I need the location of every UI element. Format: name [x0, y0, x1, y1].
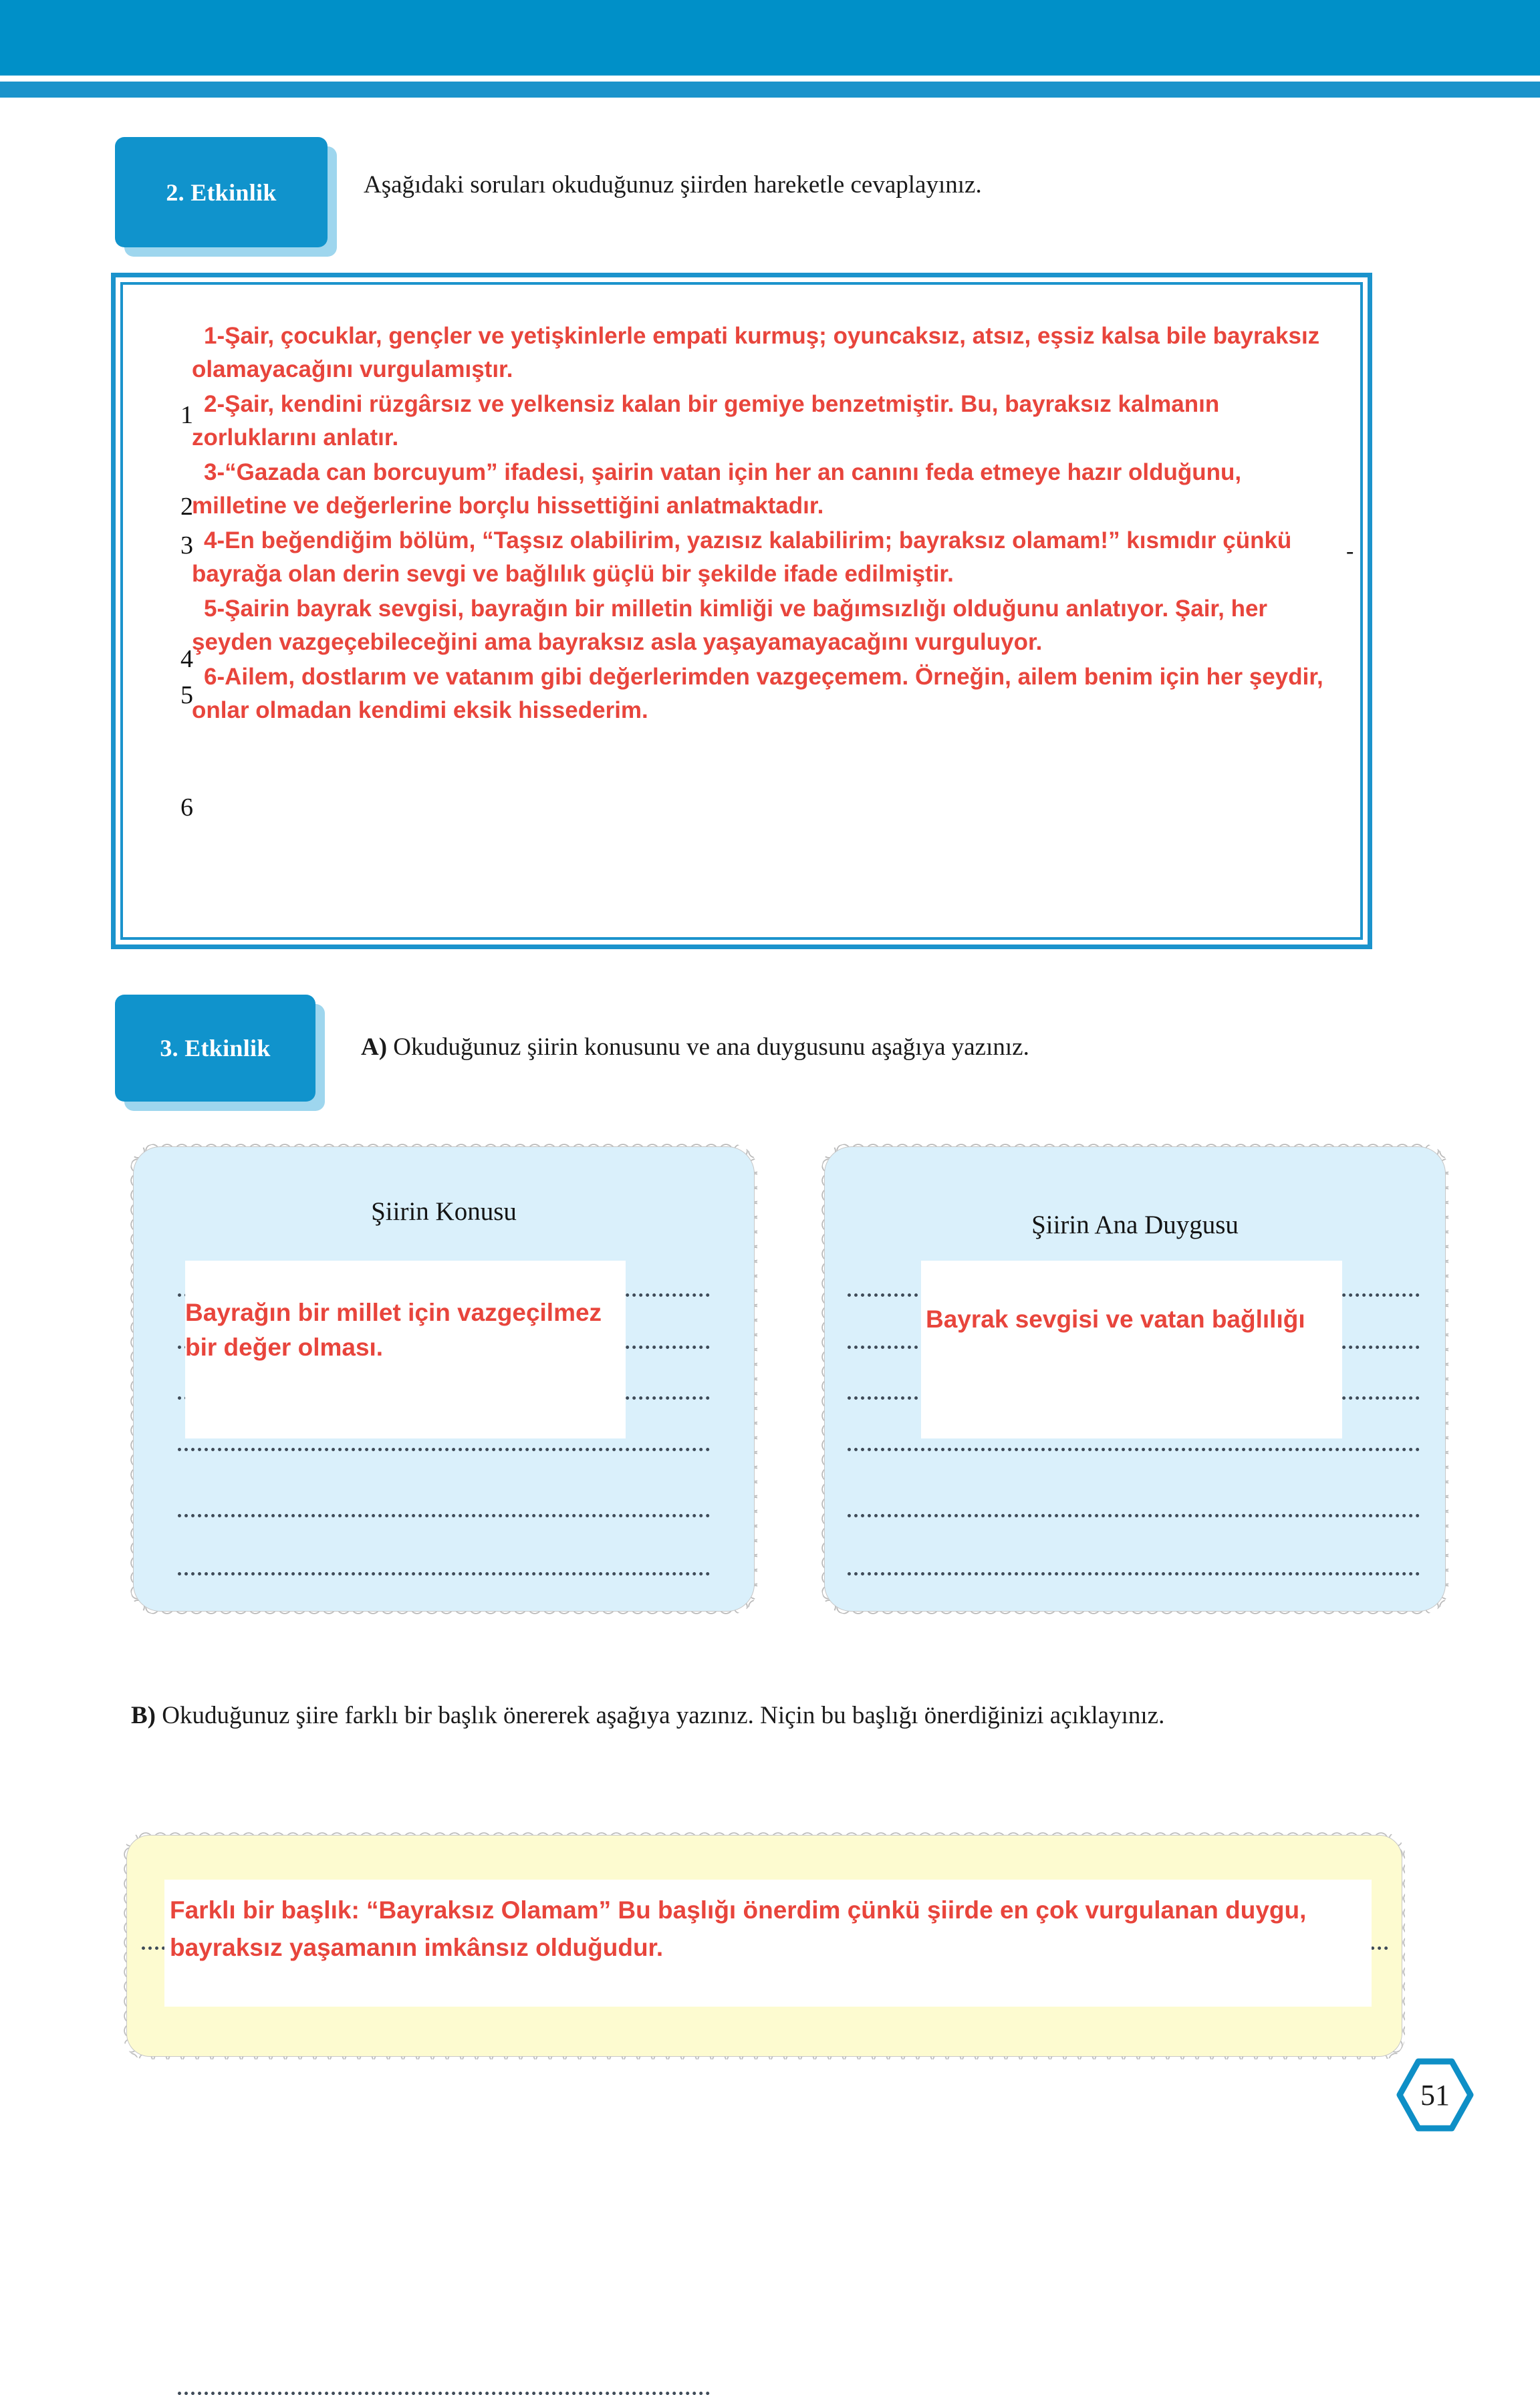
poem-emotion-answer: Bayrak sevgisi ve vatan bağlılığı: [926, 1305, 1305, 1333]
subject-rule-5: [178, 1514, 710, 1517]
activity-3-badge-label: 3. Etkinlik: [160, 1035, 271, 1061]
activity-2-prompt: Aşağıdaki soruları okuduğunuz şiirden hareketle cevaplayınız.: [364, 171, 982, 199]
top-header-rule: [0, 82, 1540, 98]
poem-subject-title: Şiirin Konusu: [371, 1197, 517, 1226]
part-a-text: Okuduğunuz şiirin konusunu ve ana duygusunu aşağıya yazınız.: [393, 1033, 1029, 1061]
answer-item-2: 2-Şair, kendini rüzgârsız ve yelkensiz kalan bir gemiye benzetmiştir. Bu, bayraksız kalmanın zorluklarını anlatır.: [192, 391, 1220, 451]
part-b-answer: Farklı bir başlık: “Bayraksız Olamam” Bu başlığı önerdim çünkü şiirde en çok vurgulanan duygu, bayraksız yaşamanın imkânsız olduğudur.: [170, 1896, 1307, 1961]
stray-hyphen-mark: -: [1346, 539, 1354, 563]
part-b-text: Okuduğunuz şiire farklı bir başlık önererek aşağıya yazınız. Niçin bu başlığı önerdiğinizi açıklayınız.: [162, 1702, 1165, 1729]
question-number-2: 2: [180, 493, 193, 521]
answer-item-3: 3-“Gazada can borcuyum” ifadesi, şairin vatan için her an canını feda etmeye hazır olduğunu, milletine ve değerlerine borçlu hissettiğini anlatmaktadır.: [192, 459, 1242, 519]
answer-item-6: 6-Ailem, dostlarım ve vatanım gibi değerlerimden vazgeçemem. Örneğin, ailem benim için her şeydir, onlar olmadan kendimi eksik hissederim.: [192, 664, 1323, 723]
part-b-label: B): [131, 1702, 156, 1729]
activity-3-part-a-prompt: [361, 1033, 1029, 1061]
page-number: 51: [1420, 2078, 1450, 2112]
activity-2-badge-label: 2. Etkinlik: [166, 178, 277, 206]
emotion-rule-5: [848, 1514, 1420, 1517]
activity-2-badge: [115, 137, 328, 247]
answer-item-5: 5-Şairin bayrak sevgisi, bayrağın bir milletin kimliği ve bağımsızlığı olduğunu anlatıyor. Şair, her şeyden vazgeçebileceğini ama bayraksız asla yaşayamayacağını vurguluyor.: [192, 596, 1268, 655]
activity-2-answers-panel: [111, 273, 1372, 949]
emotion-rule-6: [848, 1572, 1420, 1575]
emotion-rule-4: [848, 1448, 1420, 1451]
question-number-3: 3: [180, 531, 193, 559]
question-number-5: 5: [180, 681, 193, 709]
poem-subject-answer: Bayrağın bir millet için vazgeçilmez bir değer olması.: [185, 1299, 602, 1361]
activity-2-badge-face: [115, 137, 328, 247]
page-number-badge: [1396, 2057, 1474, 2132]
activity-3-badge-face: [115, 995, 315, 1102]
part-a-label: A): [361, 1033, 388, 1061]
activity-2-answers-panel-inner: [120, 282, 1363, 940]
question-number-4: 4: [180, 645, 193, 673]
question-number-1: 1: [180, 401, 193, 429]
poem-emotion-title: Şiirin Ana Duygusu: [1031, 1211, 1239, 1239]
top-header-band: [0, 0, 1540, 76]
poem-emotion-answer-overlay: [921, 1261, 1342, 1438]
activity-2-answers-text: [192, 320, 1328, 729]
subject-rule-6: [178, 1572, 710, 1575]
activity-3-part-b-prompt: [131, 1698, 1428, 1734]
subject-rule-4: [178, 1448, 710, 1451]
answer-item-1: 1-Şair, çocuklar, gençler ve yetişkinlerle empati kurmuş; oyuncaksız, atsız, eşsiz kalsa bile bayraksız olamayacağını vurgulamıştır.: [192, 323, 1320, 382]
question-number-6: 6: [180, 793, 193, 822]
activity-3-badge: [115, 995, 315, 1102]
answer-item-4: 4-En beğendiğim bölüm, “Taşsız olabilirim, yazısız kalabilirim; bayraksız olamam!” kısmıdır çünkü bayrağa olan derin sevgi ve bağlılık güçlü bir şekilde ifade edilmiştir.: [192, 527, 1292, 587]
